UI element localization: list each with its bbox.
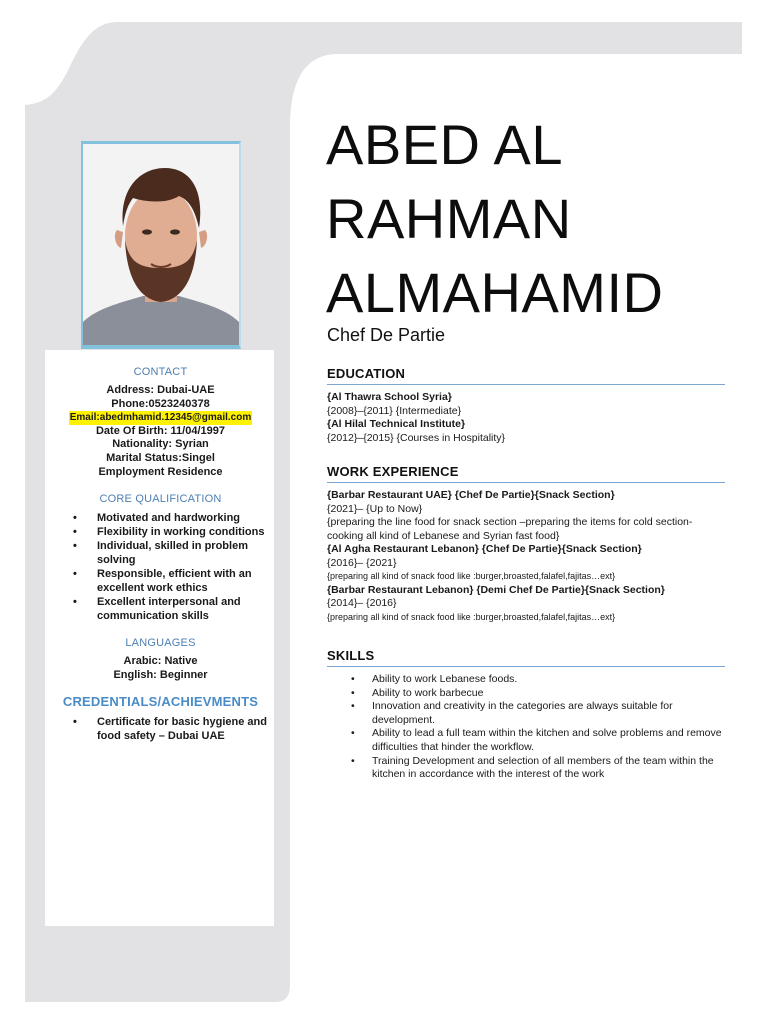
job-entry-title: {Barbar Restaurant UAE} {Chef De Partie}{Snack Section} [327, 489, 615, 501]
full-name [326, 108, 663, 330]
list-item: • Certificate for basic hygiene and food safety – Dubai UAE [73, 715, 268, 743]
section-heading: EDUCATION [327, 366, 725, 385]
skills-section [327, 648, 725, 782]
contact-address: Address: Dubai-UAE [106, 384, 215, 396]
education-detail: {2008}–{2011} {Intermediate} [327, 404, 462, 417]
profile-photo [81, 141, 241, 349]
contact-heading: CONTACT [133, 366, 188, 378]
list-item: • Individual, skilled in problem solving [73, 539, 268, 567]
core-qualification-heading: CORE QUALIFICATION [99, 493, 222, 506]
name-line: RAHMAN [326, 187, 572, 250]
education-detail: {2012}–{2015} {Courses in Hospitality} [327, 431, 506, 444]
list-item: • Ability to work barbecue [351, 687, 725, 701]
name-line: ALMAHAMID [326, 261, 664, 324]
avatar [83, 144, 239, 345]
contact-phone: Phone:0523240378 [111, 397, 210, 410]
list-item: • Ability to lead a full team within the kitchen and solve problems and remove difficulties that hinder the workflow. [351, 727, 725, 754]
school-name: {Al Thawra School Syria} [327, 391, 452, 403]
language-item: Arabic: Native [123, 655, 198, 668]
job-entry-dates: {2021}– {Up to Now} [327, 502, 423, 515]
education-section [327, 366, 725, 445]
list-item: • Flexibility in working conditions [73, 525, 268, 539]
list-item: • Ability to work Lebanese foods. [351, 673, 725, 687]
skills-list [327, 673, 725, 782]
experience-section [327, 464, 725, 624]
contact-list [53, 384, 268, 479]
languages-heading: LANGUAGES [125, 637, 196, 650]
list-item: • Responsible, efficient with an excellent work ethics [73, 567, 268, 595]
credentials-list [53, 715, 268, 743]
experience-entry [327, 489, 725, 624]
job-entry-title: {Al Agha Restaurant Lebanon} {Chef De Partie}{Snack Section} [327, 543, 642, 555]
contact-employment: Employment Residence [98, 465, 223, 478]
languages-list [53, 655, 268, 682]
list-item: • Excellent interpersonal and communication skills [73, 595, 268, 623]
contact-marital-status: Marital Status:Singel [106, 451, 215, 464]
list-item: • Innovation and creativity in the categories are always suitable for development. [351, 700, 725, 727]
job-title: Chef De Partie [327, 325, 446, 345]
core-qualification-list [53, 511, 268, 623]
credentials-heading: CREDENTIALS/ACHIEVMENTS [62, 694, 259, 710]
list-item: • Motivated and hardworking [73, 511, 268, 525]
contact-dob: Date Of Birth: 11/04/1997 [95, 424, 225, 437]
job-entry-description: {preparing all kind of snack food like :burger,broasted,falafel,fajitas…ext} [327, 571, 616, 581]
school-name: {Al Hilal Technical Institute} [327, 418, 466, 430]
section-heading: WORK EXPERIENCE [327, 464, 725, 483]
job-entry-title: {Barbar Restaurant Lebanon} {Demi Chef De Partie}{Snack Section} [327, 583, 665, 596]
contact-nationality: Nationality: Syrian [112, 438, 209, 451]
job-entry-description: {preparing the line food for snack section –preparing the items for cold section-cooking all kind of Lebanese and Syrian fast food} [327, 516, 693, 542]
education-entry [327, 391, 725, 445]
job-entry-dates: {2014}– {2016} [327, 597, 397, 609]
list-item: • Training Development and selection of all members of the team within the kitchen in accordance with the interest of the work [351, 755, 725, 782]
job-entry-dates: {2016}– {2021} [327, 556, 397, 569]
contact-email[interactable]: Email:abedmhamid.12345@gmail.com [69, 412, 252, 424]
language-item: English: Beginner [113, 668, 208, 681]
section-heading: SKILLS [327, 648, 725, 667]
sidebar-panel [45, 350, 274, 926]
name-line: ABED AL [326, 113, 563, 176]
job-entry-description: {preparing all kind of snack food like :burger,broasted,falafel,fajitas…ext} [327, 611, 616, 622]
